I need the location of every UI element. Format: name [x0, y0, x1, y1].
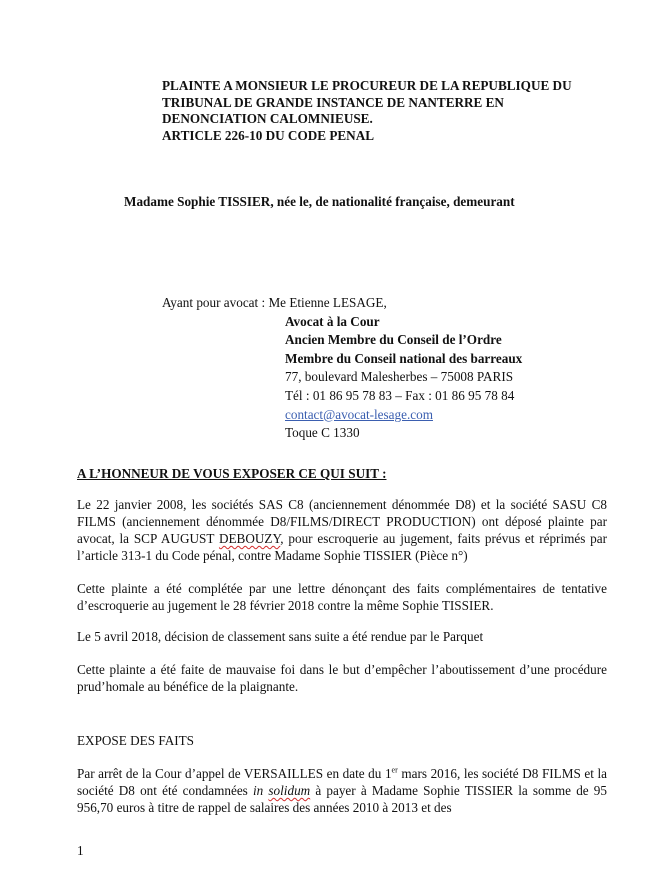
- paragraph-3: Le 5 avril 2018, décision de classement sans suite a été rendue par le Parquet: [77, 629, 484, 644]
- paragraph-1: [77, 496, 607, 564]
- lawyer-title-1: Avocat à la Cour: [285, 313, 380, 329]
- italic-solidum: solidum: [268, 783, 311, 798]
- honneur-heading: A L’HONNEUR DE VOUS EXPOSER CE QUI SUIT :: [77, 466, 387, 481]
- paragraph-5-part3: à payer à Madame Sophie TISSIER la somme de 95 956,70 euros à titre de rappel de salaires des années 2010 à 2013 et des: [77, 783, 607, 815]
- claimant-line: Madame Sophie TISSIER, née le, de nationalité française, demeurant: [124, 194, 515, 209]
- title-line-3: DENONCIATION CALOMNIEUSE.: [162, 111, 373, 127]
- title-line-1: PLAINTE A MONSIEUR LE PROCUREUR DE LA REPUBLIQUE DU: [162, 78, 572, 93]
- lawyer-address: 77, boulevard Malesherbes – 75008 PARIS: [285, 369, 514, 385]
- title-line-4: ARTICLE 226-10 DU CODE PENAL: [162, 127, 375, 143]
- page-number: 1: [77, 843, 84, 858]
- paragraph-1-part1: Le 22 janvier 2008, les sociétés SAS C8 (anciennement dénommée D8) et la société SASU C8 FILMS (anciennement dénommée D8/FILMS/DIRECT PRODUCTION) ont déposé plainte par avocat, la SCP AUGUST: [77, 497, 607, 546]
- paragraph-2: Cette plainte a été complétée par une lettre dénonçant des faits complémentaires de tentative d’escroquerie au jugement le 28 février 2018 contre la même Sophie TISSIER.: [77, 581, 607, 613]
- lawyer-title-3: Membre du Conseil national des barreaux: [285, 350, 523, 366]
- lawyer-lead: Ayant pour avocat : Me Etienne LESAGE,: [162, 295, 387, 310]
- title-line-2: TRIBUNAL DE GRANDE INSTANCE DE NANTERRE EN: [162, 94, 504, 110]
- paragraph-5-part1: Par arrêt de la Cour d’appel de VERSAILLES en date du 1: [77, 766, 392, 781]
- paragraph-5-part2: mars 2016, les société D8 FILMS et la société D8 ont été condamnées: [77, 766, 607, 798]
- spellcheck-flagged-word: DEBOUZY: [218, 531, 281, 546]
- lawyer-email-link[interactable]: contact@avocat-lesage.com: [285, 406, 433, 422]
- paragraph-5: [77, 765, 607, 816]
- complaint-title: [162, 78, 622, 144]
- paragraph-4: Cette plainte a été faite de mauvaise foi dans le but d’empêcher l’aboutissement d’une procédure prud’homale au bénéfice de la plaignante.: [77, 662, 607, 694]
- facts-heading: EXPOSE DES FAITS: [77, 733, 194, 748]
- superscript-er: er: [391, 765, 398, 775]
- lawyer-block: [162, 294, 522, 443]
- lawyer-toque: Toque C 1330: [285, 425, 360, 441]
- lawyer-phones: Tél : 01 86 95 78 83 – Fax : 01 86 95 78 84: [285, 387, 515, 403]
- lawyer-title-2: Ancien Membre du Conseil de l’Ordre: [285, 332, 502, 348]
- paragraph-1-part2: , pour escroquerie au jugement, faits prévus et réprimés par l’article 313-1 du Code pénal, contre Madame Sophie TISSIER (Pièce n°): [77, 531, 607, 563]
- italic-in: in: [252, 783, 269, 798]
